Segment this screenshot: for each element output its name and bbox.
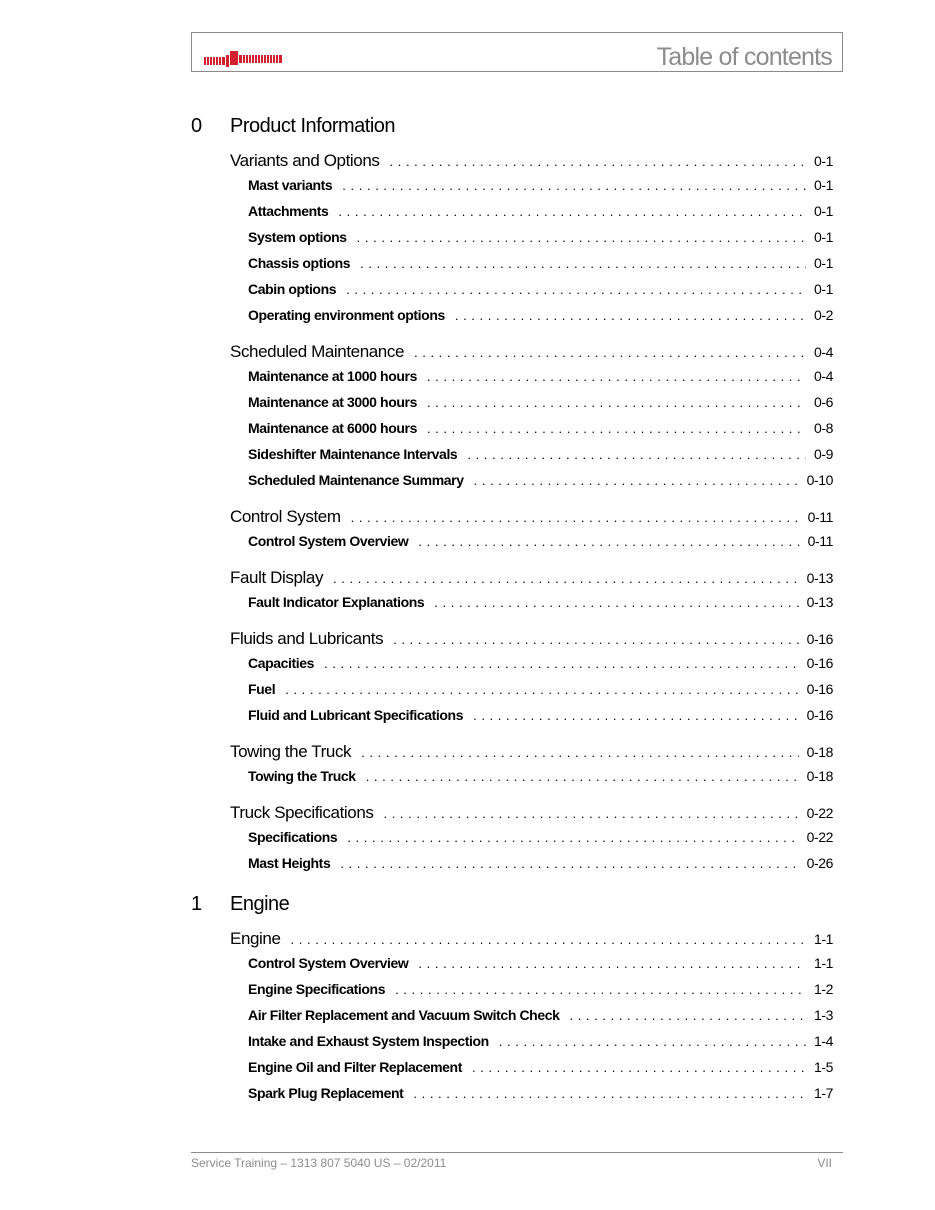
dot-leader — [473, 708, 798, 723]
dot-leader — [324, 656, 799, 671]
dot-leader — [342, 178, 806, 193]
entry-title: Control System Overview — [248, 955, 409, 971]
entry-title: Spark Plug Replacement — [248, 1085, 404, 1101]
entry-title: Fluids and Lubricants — [230, 629, 384, 648]
dot-leader — [346, 282, 806, 297]
entry-title: Truck Specifications — [230, 803, 374, 822]
entry-page-number: 0-16 — [806, 681, 833, 697]
entry-title: Specifications — [248, 829, 338, 845]
entry-title: Fault Display — [230, 568, 324, 587]
footer-document-info: Service Training – 1313 807 5040 US – 02/2011 — [191, 1156, 447, 1170]
dot-leader — [393, 632, 798, 647]
entry-page-number: 1-4 — [813, 1033, 833, 1049]
entry-title: Fluid and Lubricant Specifications — [248, 707, 464, 723]
entry-page-number: 0-1 — [813, 153, 833, 169]
dot-leader — [361, 745, 798, 760]
dot-leader — [285, 682, 798, 697]
dot-leader — [418, 534, 799, 549]
entry-page-number: 1-3 — [813, 1007, 833, 1023]
entry-title: Fuel — [248, 681, 276, 697]
chapter-heading — [191, 893, 833, 919]
entry-title: Sideshifter Maintenance Intervals — [248, 446, 458, 462]
dot-leader — [333, 571, 799, 586]
entry-title: Chassis options — [248, 255, 351, 271]
toc-subsection-entry[interactable] — [248, 420, 833, 436]
entry-title: Capacities — [248, 655, 315, 671]
dot-leader — [383, 806, 798, 821]
dot-leader — [291, 932, 806, 947]
dot-leader — [390, 154, 806, 169]
dot-leader — [427, 369, 806, 384]
entry-title: Maintenance at 3000 hours — [248, 394, 417, 410]
entry-title: Control System Overview — [248, 533, 409, 549]
entry-page-number: 0-1 — [813, 281, 833, 297]
toc-subsection-entry[interactable] — [248, 981, 833, 997]
entry-title: Air Filter Replacement and Vacuum Switch Check — [248, 1007, 560, 1023]
entry-page-number: 1-5 — [813, 1059, 833, 1075]
entry-title: Engine Specifications — [248, 981, 386, 997]
chapter-heading — [191, 115, 833, 141]
entry-page-number: 0-9 — [813, 446, 833, 462]
dot-leader — [360, 256, 806, 271]
dot-leader — [418, 956, 806, 971]
entry-title: Engine Oil and Filter Replacement — [248, 1059, 462, 1075]
entry-title: Cabin options — [248, 281, 337, 297]
entry-page-number: 0-1 — [813, 203, 833, 219]
entry-title: Scheduled Maintenance Summary — [248, 472, 464, 488]
dot-leader — [413, 1086, 806, 1101]
toc-subsection-entry[interactable] — [248, 594, 833, 610]
toc-section-entry[interactable] — [230, 568, 833, 588]
dot-leader — [455, 308, 806, 323]
entry-page-number: 0-13 — [806, 570, 833, 586]
entry-title: Towing the Truck — [248, 768, 356, 784]
chapter-title: Engine — [230, 893, 290, 915]
entry-title: Mast variants — [248, 177, 333, 193]
entry-title: System options — [248, 229, 347, 245]
toc-section-entry[interactable] — [230, 629, 833, 649]
entry-page-number: 0-18 — [806, 744, 833, 760]
entry-page-number: 0-1 — [813, 229, 833, 245]
toc-section-entry[interactable] — [230, 803, 833, 823]
entry-page-number: 0-1 — [813, 255, 833, 271]
entry-title: Attachments — [248, 203, 329, 219]
dot-leader — [499, 1034, 806, 1049]
dot-leader — [340, 856, 798, 871]
toc-subsection-entry[interactable] — [248, 177, 833, 193]
toc-subsection-entry[interactable] — [248, 255, 833, 271]
dot-leader — [427, 421, 806, 436]
entry-title: Operating environment options — [248, 307, 445, 323]
entry-page-number: 0-11 — [807, 533, 833, 549]
entry-page-number: 0-4 — [813, 344, 833, 360]
chapter-title: Product Information — [230, 115, 396, 137]
toc-section-entry[interactable] — [230, 342, 833, 362]
toc-subsection-entry[interactable] — [248, 1085, 833, 1101]
dot-leader — [569, 1008, 805, 1023]
entry-title: Towing the Truck — [230, 742, 352, 761]
toc-subsection-entry[interactable] — [248, 307, 833, 323]
dot-leader — [351, 510, 800, 525]
toc-subsection-entry[interactable] — [248, 368, 833, 384]
entry-page-number: 0-16 — [806, 707, 833, 723]
entry-page-number: 1-1 — [813, 955, 833, 971]
dot-leader — [357, 230, 806, 245]
toc-subsection-entry[interactable] — [248, 1033, 833, 1049]
entry-page-number: 0-1 — [813, 177, 833, 193]
entry-page-number: 1-2 — [813, 981, 833, 997]
entry-page-number: 0-22 — [806, 829, 833, 845]
dot-leader — [472, 1060, 806, 1075]
toc-section-entry[interactable] — [230, 929, 833, 949]
dot-leader — [434, 595, 798, 610]
dot-leader — [474, 473, 799, 488]
entry-title: Maintenance at 6000 hours — [248, 420, 417, 436]
dot-leader — [338, 204, 806, 219]
toc-subsection-entry[interactable] — [248, 955, 833, 971]
dot-leader — [347, 830, 798, 845]
dot-leader — [467, 447, 806, 462]
entry-page-number: 0-2 — [813, 307, 833, 323]
entry-page-number: 0-22 — [806, 805, 833, 821]
entry-page-number: 0-11 — [807, 509, 833, 525]
entry-title: Intake and Exhaust System Inspection — [248, 1033, 489, 1049]
toc-subsection-entry[interactable] — [248, 707, 833, 723]
toc-subsection-entry[interactable] — [248, 768, 833, 784]
toc-subsection-entry[interactable] — [248, 855, 833, 871]
entry-page-number: 0-26 — [806, 855, 833, 871]
toc-subsection-entry[interactable] — [248, 533, 833, 549]
entry-page-number: 0-6 — [813, 394, 833, 410]
brand-logo-icon — [204, 49, 284, 69]
entry-page-number: 0-4 — [813, 368, 833, 384]
entry-page-number: 0-8 — [813, 420, 833, 436]
entry-title: Control System — [230, 507, 341, 526]
dot-leader — [414, 345, 806, 360]
toc-section-entry[interactable] — [230, 507, 833, 527]
entry-page-number: 0-13 — [806, 594, 833, 610]
page-header — [191, 32, 843, 72]
page-title: Table of contents — [656, 43, 832, 71]
chapter-number: 1 — [191, 893, 203, 915]
toc-subsection-entry[interactable] — [248, 281, 833, 297]
toc-section-entry[interactable] — [230, 742, 833, 762]
footer-divider — [191, 1152, 843, 1153]
entry-title: Scheduled Maintenance — [230, 342, 405, 361]
dot-leader — [395, 982, 806, 997]
entry-page-number: 0-16 — [806, 631, 833, 647]
entry-title: Maintenance at 1000 hours — [248, 368, 417, 384]
toc-subsection-entry[interactable] — [248, 655, 833, 671]
toc-subsection-entry[interactable] — [248, 472, 833, 488]
entry-page-number: 0-16 — [806, 655, 833, 671]
entry-title: Engine — [230, 929, 281, 948]
entry-title: Variants and Options — [230, 151, 380, 170]
entry-page-number: 1-1 — [813, 931, 833, 947]
toc-subsection-entry[interactable] — [248, 681, 833, 697]
footer-page-number: VII — [817, 1156, 832, 1170]
toc-section-entry[interactable] — [230, 151, 833, 171]
toc-subsection-entry[interactable] — [248, 1007, 833, 1023]
chapter-number: 0 — [191, 115, 203, 137]
toc-subsection-entry[interactable] — [248, 229, 833, 245]
dot-leader — [427, 395, 806, 410]
entry-page-number: 0-18 — [806, 768, 833, 784]
toc-subsection-entry[interactable] — [248, 1059, 833, 1075]
entry-page-number: 0-10 — [806, 472, 833, 488]
toc-subsection-entry[interactable] — [248, 203, 833, 219]
toc-subsection-entry[interactable] — [248, 446, 833, 462]
entry-title: Mast Heights — [248, 855, 331, 871]
toc-subsection-entry[interactable] — [248, 394, 833, 410]
entry-page-number: 1-7 — [813, 1085, 833, 1101]
toc-subsection-entry[interactable] — [248, 829, 833, 845]
dot-leader — [366, 769, 799, 784]
entry-title: Fault Indicator Explanations — [248, 594, 425, 610]
